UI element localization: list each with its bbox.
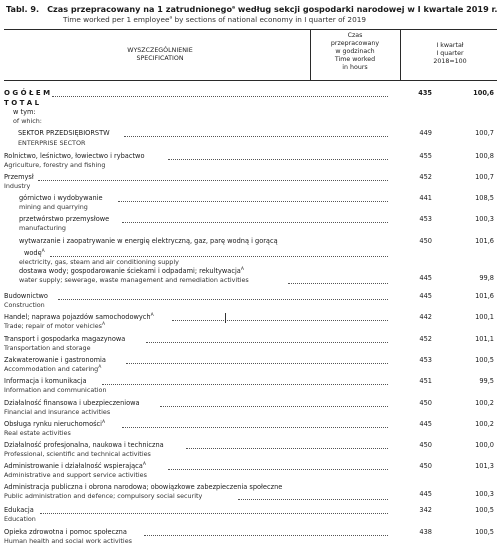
table-row-total-en: T O T A L [4, 99, 40, 107]
table-row: Działalność profesjonalna, naukowa i techniczna 450 100,0 Professional, scientific and technical activities [4, 441, 494, 458]
header-divider-1 [310, 29, 311, 80]
text-cursor [225, 313, 226, 323]
table-row: Administracja publiczna i obrona narodowa; obowiązkowe zabezpieczenia społeczne Public administration and defence; compulsory social security 445 100,3 [4, 483, 494, 500]
table-row: górnictwo i wydobywanie 441 108,5 mining and quarrying [19, 194, 494, 211]
header-divider-2 [400, 29, 401, 80]
table-row: wytwarzanie i zaopatrywanie w energię elektryczną, gaz, parę wodną i gorącą 450 101,6 wodę$^A$ electricity, gas, steam and air conditioning supply [19, 237, 494, 266]
header-bottom-rule [4, 80, 497, 81]
table-row: Handel; naprawa pojazdów samochodowych$^A$ 442 100,1 Trade; repair of motor vehicles$^A$ [4, 312, 494, 330]
table-title-text: Czas przepracowany na 1 zatrudnionego [47, 4, 233, 14]
table-row: dostawa wody; gospodarowanie ściekami i odpadami; rekultywacja$^A$ water supply; sewerage, waste management and remediation activities 445 99,8 [19, 266, 494, 284]
header-index: I kwartał I quarter 2018=100 [433, 42, 467, 65]
header-top-rule [4, 29, 497, 30]
table-row-enterprise-sector-en: ENTERPRISE SECTOR [18, 139, 86, 147]
table-label: Tabl. 9. [6, 4, 40, 14]
table-row: Edukacja 342 100,5 Education [4, 506, 494, 523]
table-row: Rolnictwo, leśnictwo, łowiectwo i rybactwo 455 100,8 Agriculture, forestry and fishing [4, 152, 494, 169]
table-row: Budownictwo 445 101,6 Construction [4, 292, 494, 309]
table-row-of-which-en: of which: [13, 117, 42, 125]
table-row: Opieka zdrowotna i pomoc społeczna 438 100,5 Human health and social work activities [4, 528, 494, 545]
table-row: Informacja i komunikacja 451 99,5 Information and communication [4, 377, 494, 394]
table-row: Przemysł 452 100,7 Industry [4, 173, 494, 190]
table-title: Tabl. 9. Czas przepracowany na 1 zatrudnionego$^a$ według sekcji gospodarki narodowej w I kwartale 2019 r. [6, 4, 498, 14]
table-row-of-which-pl: w tym: [13, 108, 36, 116]
table-row: przetwórstwo przemysłowe 453 100,3 manufacturing [19, 215, 494, 232]
table-row: Transport i gospodarka magazynowa 452 101,1 Transportation and storage [4, 335, 494, 352]
header-time-worked: Czas przepracowany w godzinach Time worked in hours [330, 32, 380, 71]
header-specification: WYSZCZEGÓLNIENIE SPECIFICATION [127, 47, 193, 62]
table-row: Działalność finansowa i ubezpieczeniowa 450 100,2 Financial and insurance activities [4, 399, 494, 416]
table-row-enterprise-sector: SEKTOR PRZEDSIĘBIORSTW 449 100,7 [18, 129, 494, 137]
table-subtitle: Time worked per 1 employee$^a$ by sections of national economy in I quarter of 2019 [63, 15, 367, 24]
table-row: Zakwaterowanie i gastronomia 453 100,5 Accommodation and catering$^A$ [4, 356, 494, 373]
table-row: Obsługa rynku nieruchomości$^A$ 445 100,2 Real estate activities [4, 419, 494, 437]
table-row: Administrowanie i działalność wspierająca$^A$ 450 101,3 Administrative and support service activities [4, 461, 494, 479]
table-row-total: O G Ó Ł E M 435 100,6 [4, 89, 494, 97]
